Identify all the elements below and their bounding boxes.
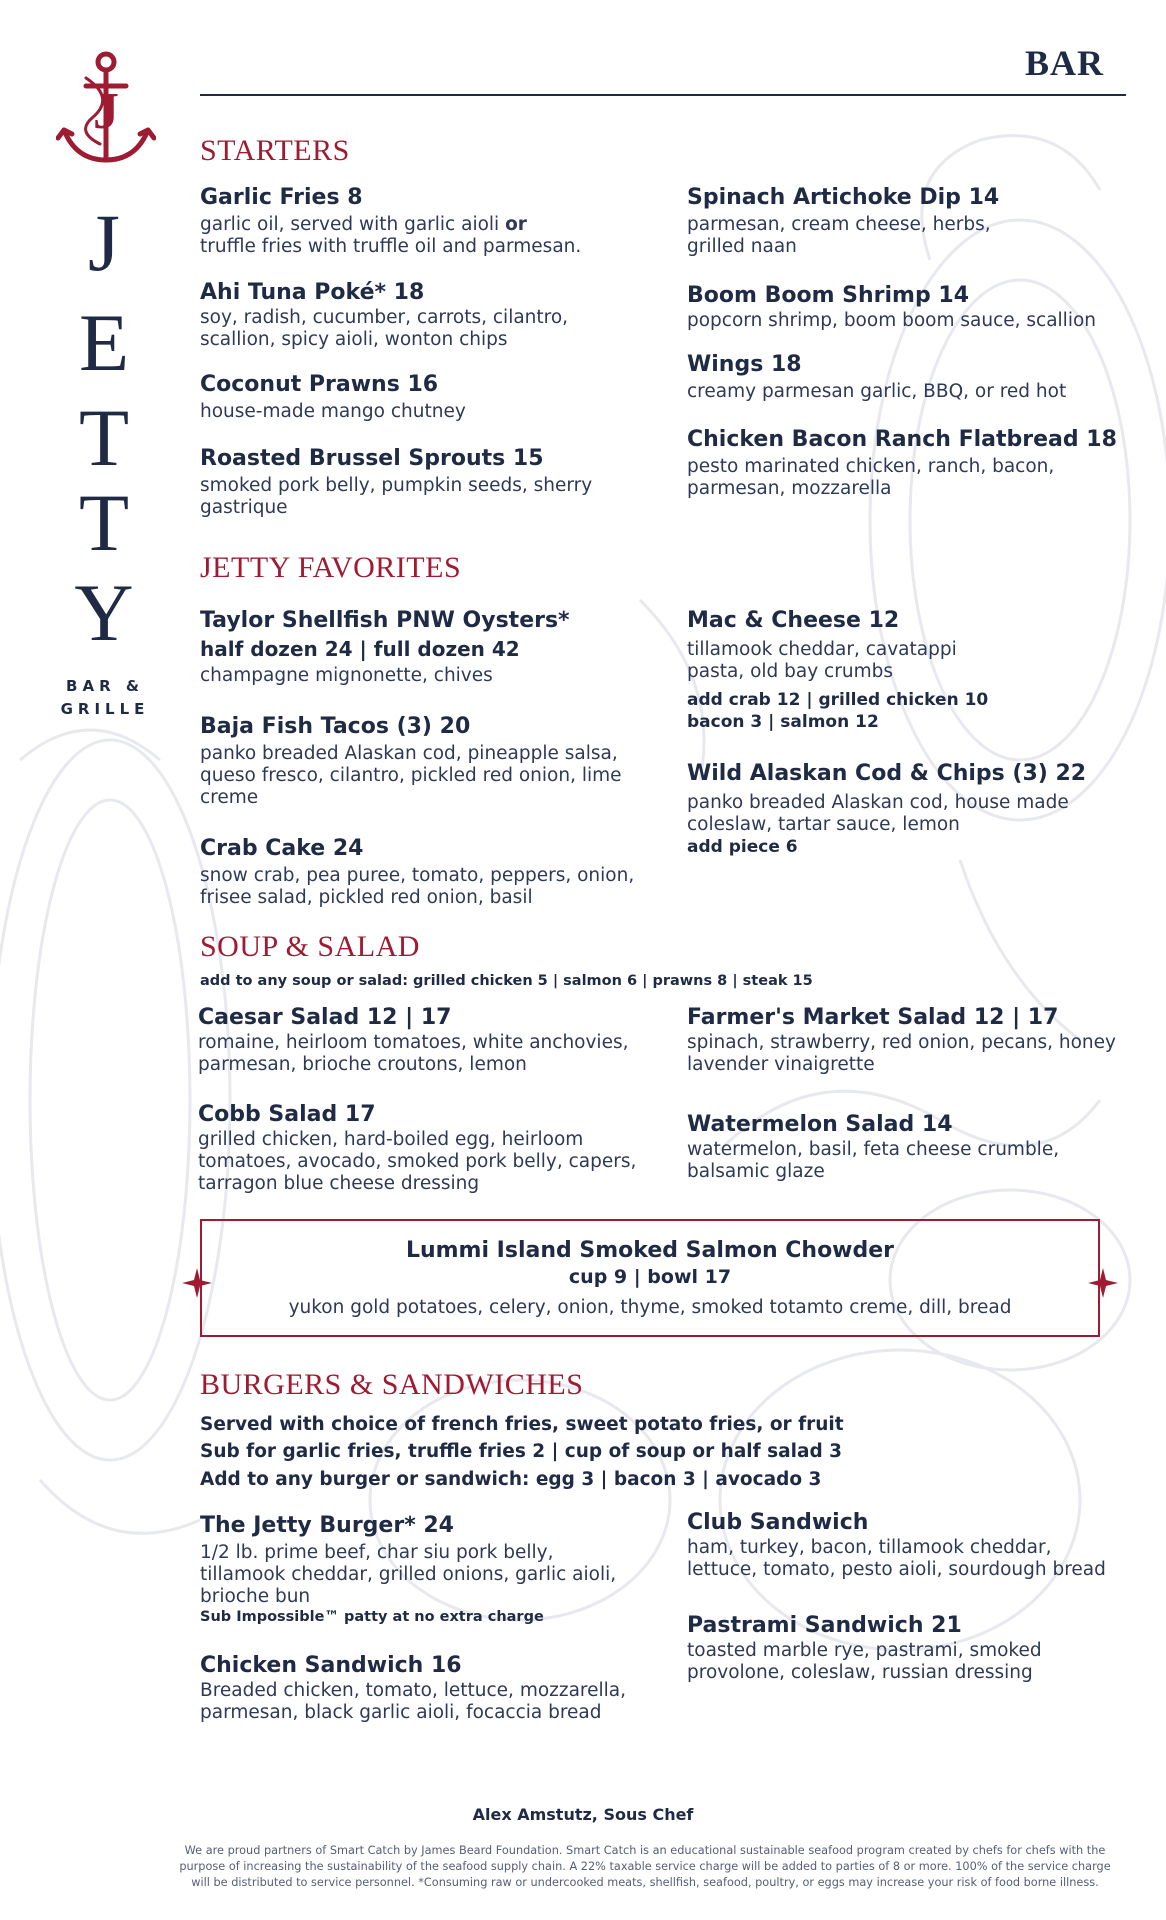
item-name: Ahi Tuna Poké* 18 — [200, 280, 425, 305]
menu-item-pastrami-sandwich — [687, 1612, 1127, 1684]
anchor-icon — [56, 48, 156, 178]
menu-item-boom-shrimp — [687, 282, 1127, 332]
item-description: champagne mignonette, chives — [200, 665, 493, 686]
svg-text:J: J — [93, 83, 119, 140]
menu-item-flatbread — [687, 426, 1127, 500]
item-description: pesto marinated chicken, ranch, bacon, parmesan, mozzarella — [687, 456, 1055, 499]
menu-item-cobb-salad — [198, 1101, 638, 1195]
item-name: Caesar Salad 12 | 17 — [198, 1005, 452, 1030]
page-title: BAR — [1024, 43, 1104, 83]
item-description: parmesan, cream cheese, herbs, grilled naan — [687, 214, 991, 257]
section-heading-soup-salad: SOUP & SALAD — [200, 930, 420, 963]
sparkle-icon — [182, 1268, 212, 1298]
item-description: house-made mango chutney — [200, 401, 466, 422]
item-name: Mac & Cheese 12 — [687, 608, 900, 633]
item-name: Coconut Prawns 16 — [200, 372, 439, 397]
menu-item-spinach-dip — [687, 184, 1127, 258]
item-description: grilled chicken, hard-boiled egg, heirloom tomatoes, avocado, smoked pork belly, capers, tarragon blue cheese dressing — [198, 1129, 637, 1194]
menu-item-wings — [687, 351, 1127, 403]
item-description: yukon gold potatoes, celery, onion, thyme, smoked totamto creme, dill, bread — [288, 1297, 1012, 1318]
item-name: The Jetty Burger* 24 — [200, 1513, 454, 1538]
menu-item-oysters — [200, 607, 640, 687]
brand-subtitle-grille: GRILLE — [60, 700, 150, 718]
item-addons: add piece 6 — [687, 837, 798, 857]
item-description: popcorn shrimp, boom boom sauce, scallion — [687, 310, 1097, 331]
item-name: Chicken Bacon Ranch Flatbread 18 — [687, 427, 1117, 452]
menu-item-cod-chips — [687, 760, 1127, 858]
chef-credit: Alex Amstutz, Sous Chef — [472, 1805, 694, 1824]
brand-letter-y: Y — [74, 567, 134, 658]
item-name: Taylor Shellfish PNW Oysters* — [200, 608, 570, 633]
menu-item-mac-cheese — [687, 607, 1127, 733]
burgers-sub-note: Sub for garlic fries, truffle fries 2 | cup of soup or half salad 3 — [200, 1441, 843, 1462]
item-addons: add crab 12 | grilled chicken 10 — [687, 690, 989, 710]
item-description: watermelon, basil, feta cheese crumble, balsamic glaze — [687, 1139, 1060, 1182]
item-description: romaine, heirloom tomatoes, white anchovies, parmesan, brioche croutons, lemon — [198, 1032, 629, 1075]
item-description: 1/2 lb. prime beef, char siu pork belly, tillamook cheddar, grilled onions, garlic aioli, brioche bun — [200, 1542, 617, 1607]
item-name: Roasted Brussel Sprouts 15 — [200, 446, 544, 471]
item-name: Crab Cake 24 — [200, 836, 364, 861]
item-name: Lummi Island Smoked Salmon Chowder — [405, 1238, 895, 1263]
item-description: garlic oil, served with garlic aioli or truffle fries with truffle oil and parmesan. — [200, 214, 582, 257]
sparkle-icon — [1088, 1268, 1118, 1298]
burgers-served-note: Served with choice of french fries, sweet potato fries, or fruit — [200, 1414, 844, 1435]
menu-item-ahi-tuna — [200, 279, 640, 351]
item-addons: Sub Impossible™ patty at no extra charge — [200, 1609, 544, 1625]
item-description: ham, turkey, bacon, tillamook cheddar, lettuce, tomato, pesto aioli, sourdough bread — [687, 1537, 1106, 1580]
item-price: cup 9 | bowl 17 — [568, 1266, 732, 1288]
item-name: Cobb Salad 17 — [198, 1102, 376, 1127]
menu-item-watermelon-salad — [687, 1111, 1127, 1183]
item-description: soy, radish, cucumber, carrots, cilantro, scallion, spicy aioli, wonton chips — [200, 307, 569, 350]
item-price: half dozen 24 | full dozen 42 — [200, 637, 520, 661]
item-description: creamy parmesan garlic, BBQ, or red hot — [687, 381, 1067, 402]
menu-item-caesar-salad — [198, 1004, 638, 1076]
item-addons: bacon 3 | salmon 12 — [687, 712, 879, 732]
item-description: smoked pork belly, pumpkin seeds, sherry gastrique — [200, 475, 593, 518]
brand-subtitle-bar: BAR & — [66, 677, 144, 695]
item-name: Wild Alaskan Cod & Chips (3) 22 — [687, 761, 1087, 786]
item-description: spinach, strawberry, red onion, pecans, honey lavender vinaigrette — [687, 1032, 1116, 1075]
brand-letter-t2: T — [78, 477, 130, 568]
brand-letter-j: J — [88, 197, 120, 288]
menu-item-garlic-fries — [200, 184, 640, 258]
menu-item-brussel-sprouts — [200, 445, 640, 519]
footer-disclaimer: We are proud partners of Smart Catch by James Beard Foundation. Smart Catch is an educational sustainable seafood program created by chefs for chefs with the purpose of increasing the sustainability of the seafood supply chain. A 22% taxable service charge will be added to parties of 8 or more. 100% of the service charge will be distributed to service personnel. *Consuming raw or undercooked meats, shellfish, seafood, poultry, or eggs may increase your risk of food borne illness. — [179, 1844, 1111, 1889]
item-description: snow crab, pea puree, tomato, peppers, onion, frisee salad, pickled red onion, basil — [200, 865, 635, 908]
menu-item-jetty-burger — [200, 1512, 640, 1626]
item-description: toasted marble rye, pastrami, smoked provolone, coleslaw, russian dressing — [687, 1640, 1042, 1683]
item-name: Watermelon Salad 14 — [687, 1112, 953, 1137]
section-heading-favorites: JETTY FAVORITES — [200, 551, 462, 584]
item-name: Boom Boom Shrimp 14 — [687, 283, 970, 308]
item-name: Baja Fish Tacos (3) 20 — [200, 714, 471, 739]
header-divider — [200, 94, 1126, 96]
item-description: Breaded chicken, tomato, lettuce, mozzarella, parmesan, black garlic aioli, focaccia bread — [200, 1680, 626, 1723]
burgers-add-note: Add to any burger or sandwich: egg 3 | bacon 3 | avocado 3 — [200, 1469, 822, 1490]
featured-chowder-box — [200, 1219, 1100, 1337]
item-name: Wings 18 — [687, 352, 802, 377]
item-description: tillamook cheddar, cavatappi pasta, old bay crumbs — [687, 639, 957, 682]
item-description: panko breaded Alaskan cod, house made coleslaw, tartar sauce, lemon — [687, 792, 1069, 835]
item-name: Club Sandwich — [687, 1510, 869, 1535]
item-name: Garlic Fries 8 — [200, 185, 363, 210]
item-description: panko breaded Alaskan cod, pineapple salsa, queso fresco, cilantro, pickled red onion, lime creme — [200, 743, 622, 808]
brand-letter-e: E — [78, 297, 130, 388]
section-heading-burgers: BURGERS & SANDWICHES — [200, 1368, 584, 1401]
menu-item-farmers-salad — [687, 1004, 1127, 1076]
menu-item-club-sandwich — [687, 1509, 1127, 1581]
item-name: Spinach Artichoke Dip 14 — [687, 185, 1000, 210]
item-name: Chicken Sandwich 16 — [200, 1653, 462, 1678]
menu-item-chicken-sandwich — [200, 1652, 640, 1724]
item-name: Farmer's Market Salad 12 | 17 — [687, 1005, 1059, 1030]
soup-salad-addon-note: add to any soup or salad: grilled chicken 5 | salmon 6 | prawns 8 | steak 15 — [200, 973, 813, 989]
menu-item-crab-cake — [200, 835, 640, 909]
item-name: Pastrami Sandwich 21 — [687, 1613, 962, 1638]
section-heading-starters: STARTERS — [200, 134, 350, 167]
menu-item-coconut-prawns — [200, 371, 640, 423]
brand-letter-t1: T — [78, 392, 130, 483]
menu-item-fish-tacos — [200, 713, 640, 809]
